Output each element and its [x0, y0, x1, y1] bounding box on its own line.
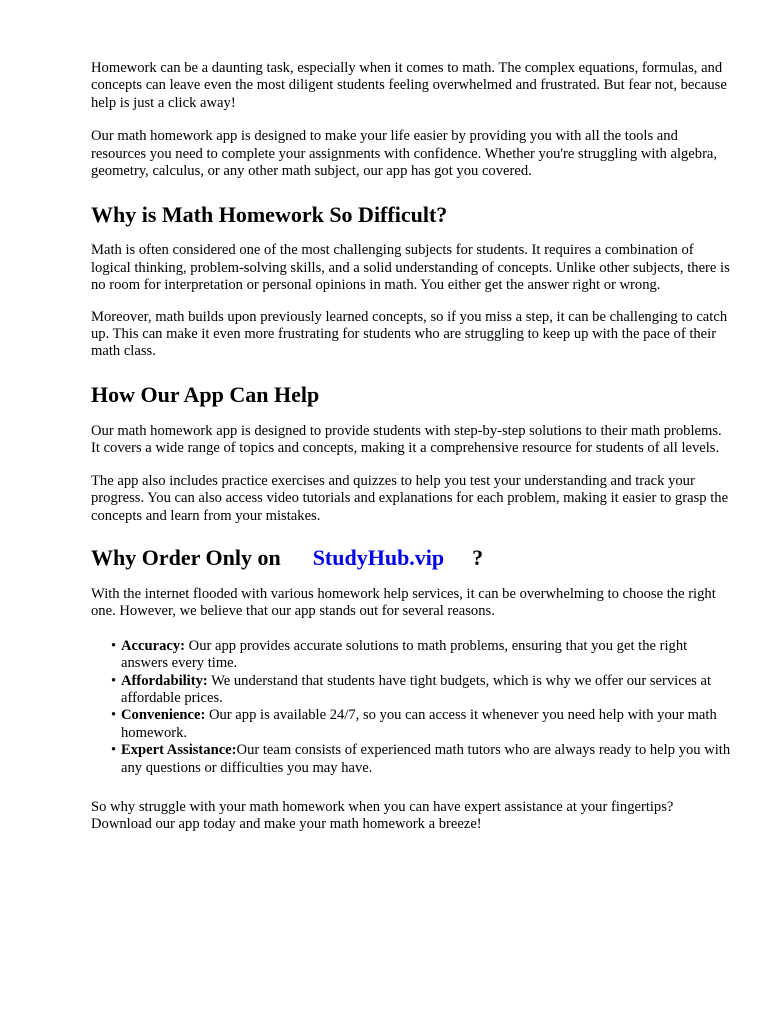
list-item-term: Affordability:	[121, 672, 208, 689]
heading-why-order	[91, 545, 731, 571]
list-item	[111, 742, 731, 777]
list-item	[111, 637, 731, 673]
heading-why-order-suffix: ?	[472, 544, 484, 570]
help-paragraph-2: The app also includes practice exercises and quizzes to help you test your understanding and track your progress. You can also access video tutorials and explanations for each problem, making it easier to grasp the concepts and learn from your mistakes.	[91, 472, 729, 524]
bullet-icon: •	[111, 672, 117, 689]
reasons-list	[91, 638, 731, 777]
list-item-text: Our app provides accurate solutions to math problems, ensuring that you get the right answers every time.	[121, 637, 688, 672]
list-item	[111, 707, 731, 742]
intro-paragraph-2: Our math homework app is designed to make your life easier by providing you with all the tools and resources you need to complete your assignments with confidence. Whether you're struggling with algebra, geometry, calculus, or any other math subject, our app has got you covered.	[91, 128, 718, 180]
bullet-icon: •	[111, 742, 117, 759]
studyhub-link[interactable]: StudyHub.vip	[312, 544, 445, 570]
list-item-text: We understand that students have tight budgets, which is why we offer our services at affordable prices.	[121, 672, 712, 706]
difficulty-paragraph-2: Moreover, math builds upon previously learned concepts, so if you miss a step, it can be challenging to catch up. This can make it even more frustrating for students who are struggling to keep up with the pace of their math class.	[91, 308, 728, 360]
heading-why-difficult: Why is Math Homework So Difficult?	[91, 202, 448, 228]
list-item-term: Convenience:	[121, 707, 206, 724]
bullet-icon: •	[111, 637, 117, 654]
list-item-text: Our team consists of experienced math tutors who are always ready to help you with any questions or difficulties you may have.	[121, 742, 731, 776]
list-item-term: Expert Assistance:	[121, 742, 237, 759]
document-page	[91, 60, 731, 834]
closing-paragraph: So why struggle with your math homework when you can have expert assistance at your fingertips? Download our app today and make your math homework a breeze!	[91, 798, 674, 833]
intro-paragraph-1: Homework can be a daunting task, especially when it comes to math. The complex equations, formulas, and concepts can leave even the most diligent students feeling overwhelmed and frustrated. But fear not, because help is just a click away!	[91, 60, 727, 111]
list-item-term: Accuracy:	[121, 637, 186, 654]
heading-why-order-prefix: Why Order Only on	[91, 544, 281, 570]
list-item	[111, 672, 731, 708]
heading-how-app-helps: How Our App Can Help	[91, 381, 320, 407]
bullet-icon: •	[111, 707, 117, 724]
help-paragraph-1: Our math homework app is designed to provide students with step-by-step solutions to their math problems. It covers a wide range of topics and concepts, making it a comprehensive resource for students of all levels.	[91, 422, 722, 457]
list-item-text: Our app is available 24/7, so you can access it whenever you need help with your math homework.	[121, 707, 717, 741]
difficulty-paragraph-1: Math is often considered one of the most challenging subjects for students. It requires a combination of logical thinking, problem-solving skills, and a solid understanding of concepts. Unlike other subjects, there is no room for interpretation or personal opinions in math. You either get the answer right or wrong.	[91, 242, 730, 294]
order-intro-paragraph: With the internet flooded with various homework help services, it can be overwhelming to choose the right one. However, we believe that our app stands out for several reasons.	[91, 585, 716, 620]
